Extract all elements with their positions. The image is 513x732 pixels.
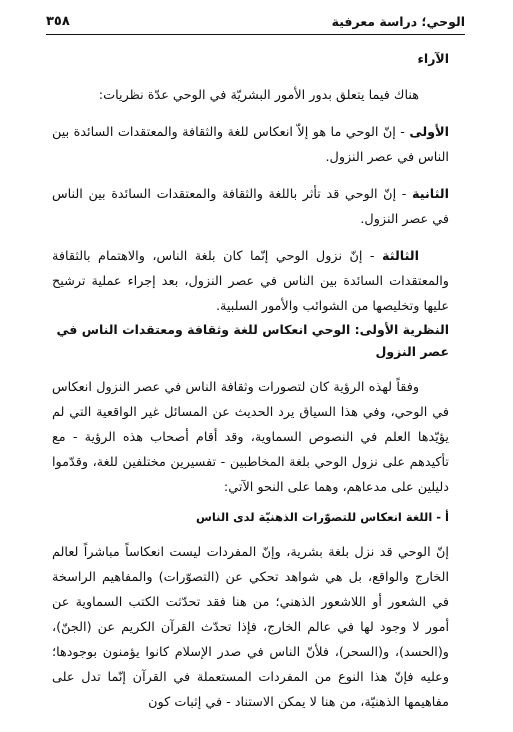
- header-rule: [46, 34, 465, 35]
- view-third-label: الثالثة: [381, 249, 419, 264]
- view-first-text: - إنّ الوحي ما هو إلاّ انعكاس للغة والثقافة والمعتقدات السائدة بين الناس في عصر النزول.: [52, 125, 449, 165]
- sub-heading: أ - اللغة انعكاس للتصوّرات الذهنيّة لدى الناس: [195, 510, 449, 524]
- page-number: ٣٥٨: [46, 14, 70, 29]
- page-body: [52, 48, 449, 715]
- view-second-text: - إنّ الوحي قد تأثر باللغة والثقافة والمعتقدات السائدة بين الناس في عصر النزول.: [52, 187, 449, 227]
- view-second-label: الثانية: [411, 187, 449, 202]
- theory-heading: النظرية الأولى: الوحي انعكاس للغة وثقافة ومعتقدات الناس في عصر النزول: [56, 322, 449, 359]
- running-title: الوحي؛ دراسة معرفية: [331, 14, 465, 29]
- section-title: الآراء: [417, 51, 449, 66]
- last-paragraph: إنّ الوحي قد نزل بلغة بشرية، وإنّ المفردات ليست انعكاساً مباشراً لعالم الخارج والواقع، بل هي شواهد تحكي عن (التصوّرات) والمفاهيم الراسخة في الشعور أو اللاشعور الذهني؛ من هنا فقد تحدّثت الكتب السماوية عن أمور لا وجود لها في عالم الخارج، فإذا تحدّث القرآن الكريم عن (الجنّ)، و(الحسد)، و(السحر)، فلأنّ الناس في صدر الإسلام كانوا يؤمنون بوجودها؛ وعليه فإنّ هذا النوع من المفردات المستعملة في القرآن إنّما تدل على مفاهيمها الذهنيّة، من هنا لا يمكن الاستناد - في إثبات كون: [52, 545, 449, 710]
- view-first: [52, 120, 449, 170]
- view-third: [52, 244, 449, 319]
- view-first-label: الأولى: [409, 125, 449, 140]
- view-third-text: - إنّ نزول الوحي إنّما كان بلغة الناس، والاهتمام بالثقافة والمعتقدات السائدة بين الناس في عصر النزول، بعد إجراء عملية ترشيح عليها وتخليصها من الشوائب والأمور السلبية.: [52, 249, 449, 314]
- theory-paragraph: وفقاً لهذه الرؤية كان لتصورات وثقافة الناس في عصر النزول انعكاس في الوحي، وفي هذا السياق يرد الحديث عن المسائل غير الواقعية التي لم يؤيّدها العلم في النصوص السماوية، وقد أقام أصحاب هذه الرؤية - مع تأكيدهم على نزول الوحي بلغة المخاطبين - تفسيرين مختلفين للغة، وقدّموا دليلين على مدعاهم، وهما على النحو الآتي:: [52, 380, 449, 495]
- running-header: [46, 14, 465, 34]
- intro-paragraph: هناك فيما يتعلق بدور الأمور البشريّة في الوحي عدّة نظريات:: [98, 88, 419, 103]
- view-second: [52, 182, 449, 232]
